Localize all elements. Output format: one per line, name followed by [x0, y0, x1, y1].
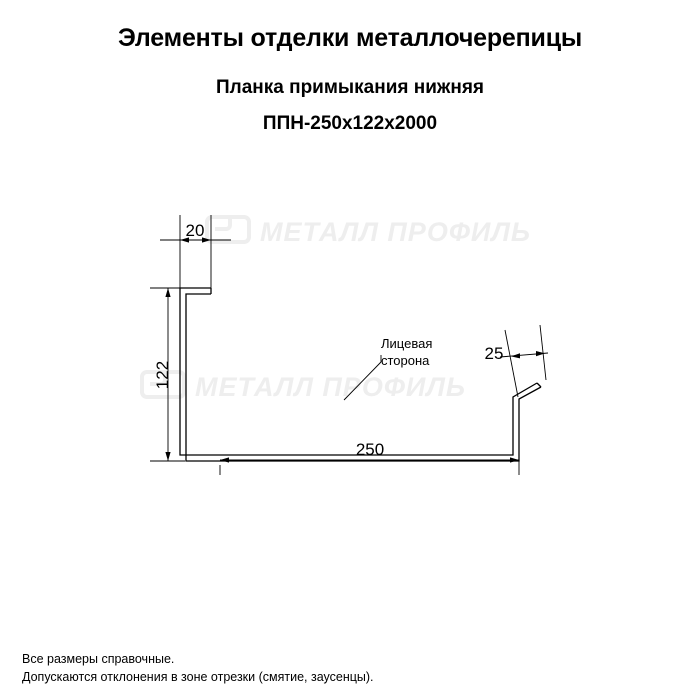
dimension-label-20: 20 [185, 221, 205, 240]
footer-notes [22, 650, 374, 686]
dimension-label-122: 122 [153, 360, 172, 390]
page-title: Элементы отделки металлочерепицы [117, 24, 583, 52]
profile-outline [180, 288, 541, 461]
product-code: ППН-250х122х2000 [262, 113, 438, 134]
dimension-label-25: 25 [484, 344, 504, 363]
watermark-text: МЕТАЛЛ ПРОФИЛЬ [260, 217, 531, 247]
footer-line-1: Все размеры справочные. [22, 652, 175, 666]
technical-drawing [0, 175, 700, 535]
annotation-line-1: Лицевая [381, 336, 433, 351]
face-side-leader [344, 355, 381, 400]
footer-line-2: Допускаются отклонения в зоне отрезки (смятие, заусенцы). [22, 670, 374, 684]
product-name: Планка примыкания нижняя [215, 77, 485, 98]
dimension-label-250: 250 [355, 440, 385, 459]
watermark-text: МЕТАЛЛ ПРОФИЛЬ [195, 372, 466, 402]
drawing-svg [0, 175, 700, 535]
annotation-line-2: сторона [381, 353, 430, 368]
title-block [0, 0, 700, 135]
